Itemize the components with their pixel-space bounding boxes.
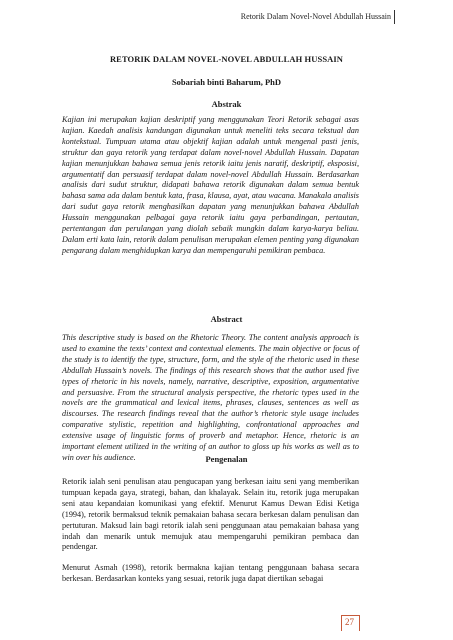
abstrak-heading: Abstrak <box>211 99 242 109</box>
pengenalan-paragraph-1: Retorik ialah seni penulisan atau pengucapan yang berkesan iaitu seni yang memberikan tumpuan kepada gaya, strategi, bahan, dan khalayak. Selain itu, retorik juga merupakan seni atau kepandaian komunikasi yang efektif. Menurut Kamus Dewan Edisi Ketiga (1994), retorik bermaksud teknik pemakaian bahasa secara berkesan dalam penulisan dan pertuturan. Maksud lain bagi retorik ialah seni penggunaan atau pemakaian bahasa yang indah dan menarik untuk memujuk atau mempengaruhi pemikiran pembaca dan pendengar. <box>62 477 359 552</box>
pengenalan-paragraph-2: Menurut Asmah (1998), retorik bermakna kajian tentang penggunaan bahasa secara berkesan. Berdasarkan konteks yang sesuai, retorik juga dapat diertikan sebagai <box>62 563 359 583</box>
abstract-text: This descriptive study is based on the Rhetoric Theory. The content analysis approach is used to examine the texts’ context and contextual elements. The main objective or focus of the study is to identify the type, structure, form, and the style of the rhetoric used in these Abdullah Hussain’s novels. The findings of this research shows that the author used five types of rhetoric in his novels, namely, narrative, descriptive, exposition, argumentative and persuasive. From the structural analysis perspective, the rhetoric types used in the novels are the grammatical and lexical items, phrases, clauses, sentences as well as discourses. The research findings reveal that the author’s rhetoric style usage includes comparative stylistic, repetition and highlighting, confrontational approaches and extensive usage of linguistic forms of proverb and metaphor. Hence, rhetoric is an important element utilized in the writing of an author to gloss up his works as well as to win over his audience. <box>62 333 359 462</box>
page-number: 27 <box>345 617 354 627</box>
paper-title: RETORIK DALAM NOVEL-NOVEL ABDULLAH HUSSAIN <box>109 54 344 64</box>
running-head-rule <box>394 10 395 24</box>
abstract-heading: Abstract <box>210 314 243 324</box>
pengenalan-heading: Pengenalan <box>205 454 248 464</box>
author-name: Sobariah binti Baharum, PhD <box>171 77 282 87</box>
abstrak-text: Kajian ini merupakan kajian deskriptif yang menggunakan Teori Retorik sebagai asas kajian. Kaedah analisis kandungan digunakan untuk meneliti teks secara tekstual dan kontekstual. Tumpuan utama atau objektif kajian adalah untuk mengenal pasti jenis, struktur dan gaya retorik yang terdapat dalam novel-novel Abdullah Hussain. Dapatan kajian menunjukkan bahawa semua jenis retorik iaitu jenis naratif, deskriptif, eksposisi, argumentatif dan persuasif terdapat dalam novel-novel Abdullah Hussain. Berdasarkan analisis dari sudut struktur, didapati bahawa retorik digunakan dalam semua bentuk bahasa sama ada dalam bentuk kata, frasa, klausa, ayat, atau wacana. Manakala analisis dari sudut gaya retorik menghasilkan dapatan yang menunjukkan bahawa Abdullah Hussain menggunakan pelbagai gaya retorik iaitu gaya perbandingan, pertautan, pertentangan dan perulangan yang diolah sebaik mungkin dalam karya-karya beliau. Dalam erti kata lain, retorik dalam penulisan merupakan elemen penting yang digunakan pengarang dalam menghidupkan karya dan mempengaruhi pemikiran pembaca. <box>62 115 359 255</box>
running-head: Retorik Dalam Novel-Novel Abdullah Hussain <box>240 12 391 21</box>
